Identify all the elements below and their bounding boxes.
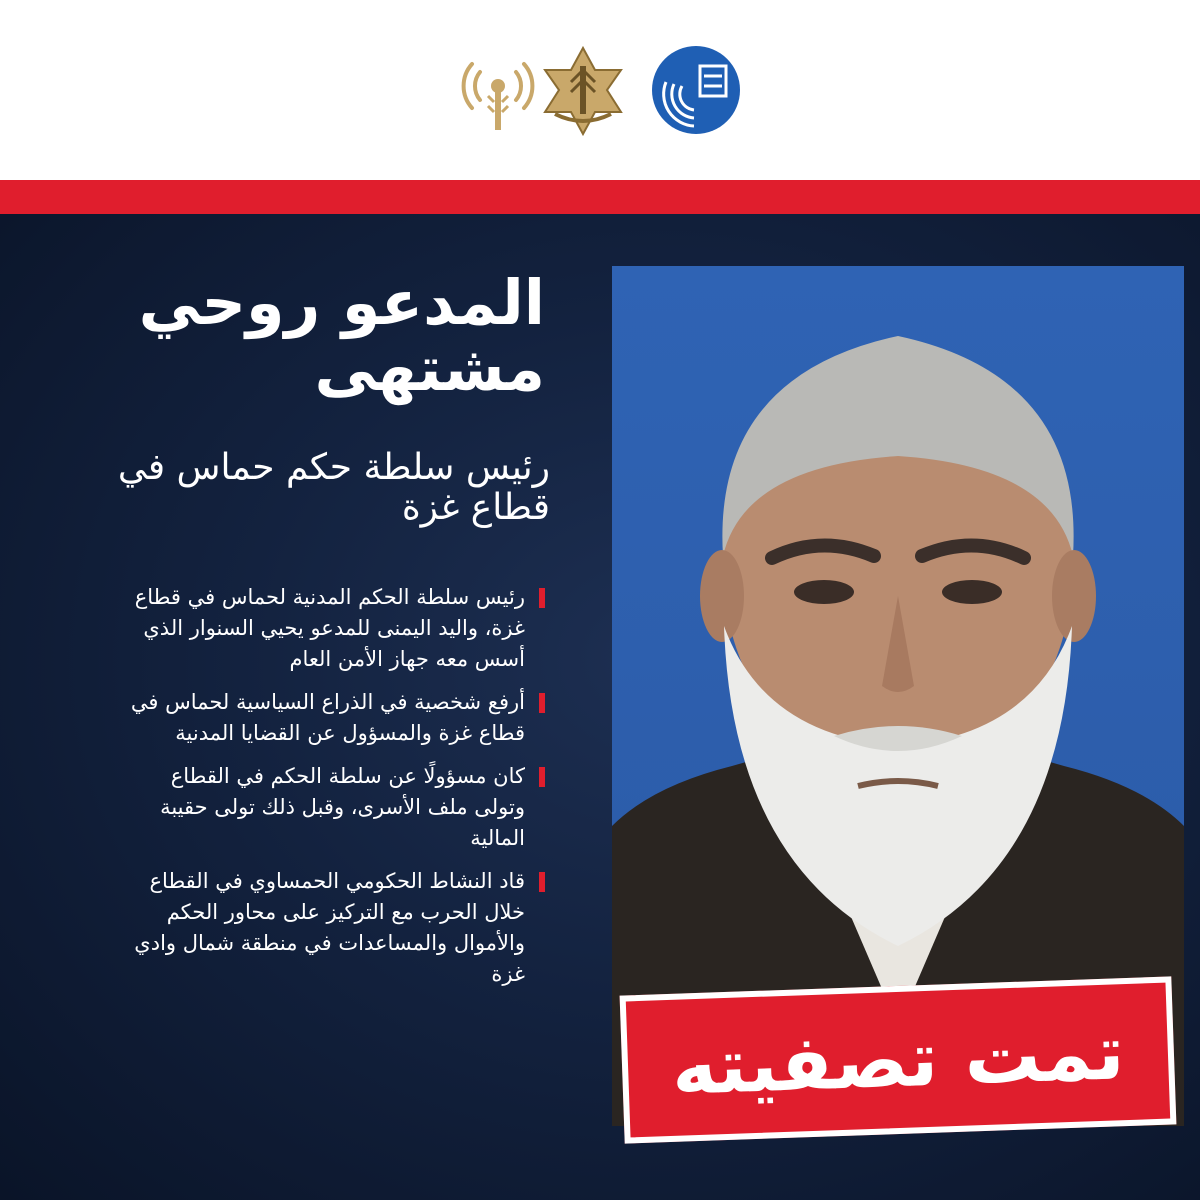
- agency-circle-logo: [648, 42, 744, 138]
- idf-emblem-logo: [535, 42, 631, 138]
- bullet-text: قاد النشاط الحكومي الحمساوي في القطاع خلال الحرب مع التركيز على محاور الحكم والأموال والمساعدات في منطقة شمال وادي غزة: [134, 869, 525, 986]
- bullet-list: [115, 582, 545, 1002]
- radio-antenna-logo: [450, 42, 546, 138]
- red-bullet-marker-icon: [539, 588, 545, 608]
- eliminated-stamp: [620, 976, 1177, 1143]
- bullet-text: رئيس سلطة الحكم المدنية لحماس في قطاع غزة، واليد اليمنى للمدعو يحيي السنوار الذي أسس معه جهاز الأمن العام: [134, 585, 525, 671]
- bullet-item: [115, 582, 545, 675]
- red-divider-stripe: [0, 180, 1200, 214]
- bullet-item: [115, 687, 545, 749]
- red-bullet-marker-icon: [539, 693, 545, 713]
- person-role-subtitle: رئيس سلطة حكم حماس في قطاع غزة: [117, 447, 550, 528]
- bullet-item: [115, 866, 545, 990]
- bullet-text: أرفع شخصية في الذراع السياسية لحماس في قطاع غزة والمسؤول عن القضايا المدنية: [130, 690, 525, 745]
- header-bar: [0, 0, 1200, 180]
- person-name-title: المدعو روحي مشتهى: [138, 266, 545, 405]
- stamp-text: تمت تصفيته: [670, 1007, 1126, 1112]
- bullet-item: [115, 761, 545, 854]
- red-bullet-marker-icon: [539, 767, 545, 787]
- red-bullet-marker-icon: [539, 872, 545, 892]
- bullet-text: كان مسؤولًا عن سلطة الحكم في القطاع وتولى ملف الأسرى، وقبل ذلك تولى حقيبة المالية: [160, 764, 525, 850]
